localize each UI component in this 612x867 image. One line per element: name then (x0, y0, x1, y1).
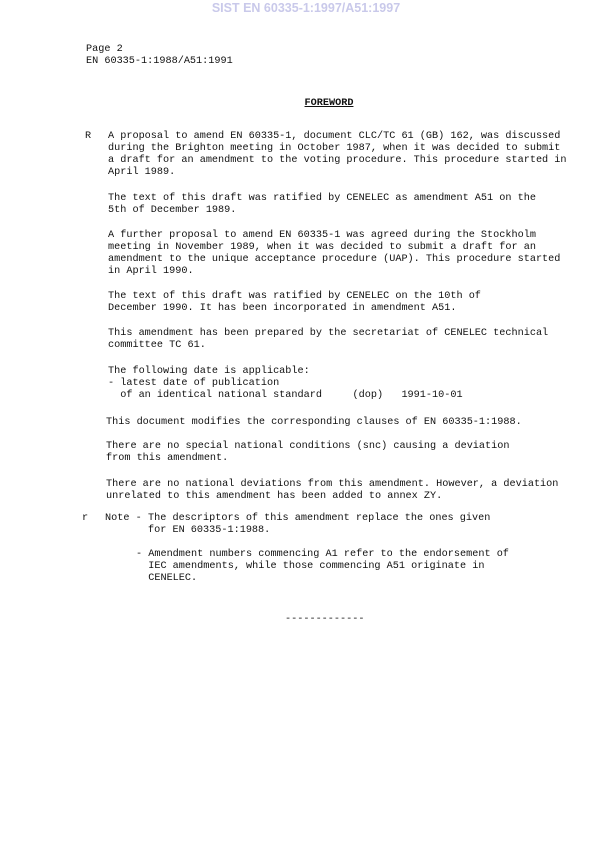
paragraph (108, 366, 463, 402)
paragraph-line: The text of this draft was ratified by CENELEC on the 10th of (108, 291, 481, 302)
paragraph-line: in April 1990. (108, 266, 194, 277)
note-line: - Amendment numbers commencing A1 refer to the endorsement of (136, 549, 509, 560)
end-rule: ------------- (285, 614, 365, 625)
note-line: The descriptors of this amendment replace the ones given (148, 513, 491, 524)
page-number: Page 2 (86, 44, 123, 55)
paragraph (106, 479, 558, 503)
paragraph (108, 291, 481, 315)
document-id: EN 60335-1:1988/A51:1991 (86, 56, 233, 67)
revision-mark-major: R (85, 131, 92, 142)
paragraph-line: committee TC 61. (108, 340, 206, 351)
revision-mark-minor: r (82, 513, 89, 524)
paragraph-line: a draft for an amendment to the voting procedure. This procedure started in (108, 155, 567, 166)
paragraph-line: meeting in November 1989, when it was decided to submit a draft for an (108, 242, 536, 253)
paragraph (108, 230, 560, 278)
note-line: CENELEC. (136, 573, 198, 584)
paragraph-line: A further proposal to amend EN 60335-1 was agreed during the Stockholm (108, 230, 536, 241)
paragraph-line: April 1989. (108, 167, 176, 178)
paragraph-line: December 1990. It has been incorporated in amendment A51. (108, 303, 457, 314)
page-title: FOREWORD (304, 98, 354, 109)
paragraph-line: during the Brighton meeting in October 1987, when it was decided to submit (108, 143, 561, 154)
paragraph-line: This amendment has been prepared by the secretariat of CENELEC technical (108, 328, 549, 339)
paragraph-line: There are no national deviations from this amendment. However, a deviation (106, 479, 559, 490)
paragraph (108, 328, 548, 352)
note-line: IEC amendments, while those commencing A51 originate in (136, 561, 485, 572)
paragraph-line: There are no special national conditions (snc) causing a deviation (106, 441, 510, 452)
paragraph-line: 5th of December 1989. (108, 205, 237, 216)
paragraph (106, 417, 522, 429)
paragraph (108, 131, 567, 179)
paragraph-line: The following date is applicable: (108, 366, 310, 377)
watermark: SIST EN 60335-1:1997/A51:1997 (211, 1, 401, 15)
paragraph (106, 441, 510, 465)
paragraph (108, 193, 536, 217)
paragraph-line: A proposal to amend EN 60335-1, document CLC/TC 61 (GB) 162, was discussed (108, 131, 561, 142)
paragraph-line: of an identical national standard (dop) 1991-10-01 (108, 390, 463, 401)
page-header (86, 44, 233, 68)
paragraph-line: from this amendment. (106, 453, 229, 464)
note-item-2 (136, 549, 509, 585)
paragraph-line: This document modifies the corresponding clauses of EN 60335-1:1988. (106, 417, 522, 428)
note-item-1 (148, 513, 490, 537)
paragraph-line: amendment to the unique acceptance procedure (UAP). This procedure started (108, 254, 561, 265)
paragraph-line: The text of this draft was ratified by CENELEC as amendment A51 on the (108, 193, 536, 204)
note-line: for EN 60335-1:1988. (148, 525, 271, 536)
note-label: Note - (105, 513, 142, 524)
paragraph-line: - latest date of publication (108, 378, 280, 389)
paragraph-line: unrelated to this amendment has been added to annex ZY. (106, 491, 443, 502)
